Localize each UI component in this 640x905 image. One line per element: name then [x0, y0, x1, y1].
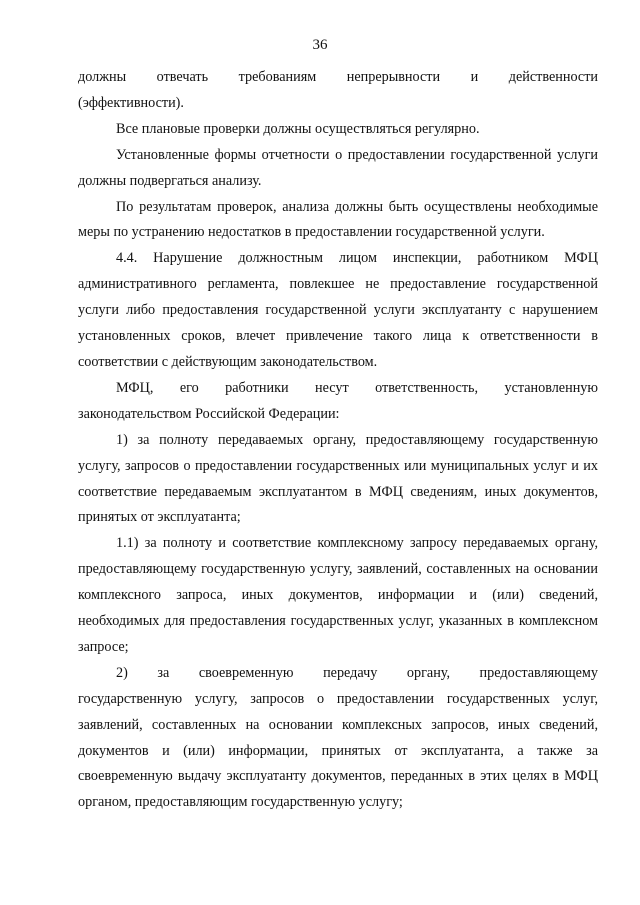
paragraph-continuation-end: (эффективности). — [78, 94, 184, 111]
list-item-2-rest: государственную услугу, запросов о предоставлении государственных услуг, заявлений, составленных на основании комплексных запросов, иных сведений, документов и (или) информации, принятых от эксплуатанта, а также за своевременную выдачу эксплуатанту документов, переданных в этих целях в МФЦ органом, предоставляющим государственную услугу; — [78, 690, 598, 811]
page-number: 36 — [312, 37, 328, 53]
document-body — [78, 65, 598, 816]
paragraph-reporting-forms: Установленные формы отчетности о предоставлении государственной услуги должны подвергаться анализу. — [78, 146, 598, 189]
list-item-1: 1) за полноту передаваемых органу, предоставляющему государственную услугу, запросов о предоставлении государственных или муниципальных услуг и их соответствие передаваемым эксплуатантом в МФЦ сведениям, иных документов, принятых от эксплуатанта; — [78, 431, 598, 526]
paragraph-section-4-4: 4.4. Нарушение должностным лицом инспекции, работником МФЦ административного регламента, повлекшее не предоставление государственной услуги либо предоставления государственной услуги эксплуатанту с нарушением установленных сроков, влечет привлечение такого лица к ответственности в соответствии с действующим законодательством. — [78, 250, 598, 370]
paragraph-planned-inspections: Все плановые проверки должны осуществляться регулярно. — [116, 120, 480, 137]
paragraph-continuation-line: должны отвечать требованиям непрерывности и действенности — [78, 69, 598, 85]
paragraph-inspection-results: По результатам проверок, анализа должны быть осуществлены необходимые меры по устранению недостатков в предоставлении государственной услуги. — [78, 198, 598, 241]
paragraph-mfc-responsibility-line: МФЦ, его работники несут ответственность, установленную — [116, 379, 598, 396]
list-item-1-1: 1.1) за полноту и соответствие комплексному запросу передаваемых органу, предоставляющему государственную услугу, заявлений, составленных на основании комплексного запроса, иных документов, информации и (или) сведений, необходимых для предоставления государственных услуг, указанных в комплексном запросе; — [78, 535, 598, 655]
list-item-2-first-line: 2) за своевременную передачу органу, предоставляющему — [116, 664, 598, 681]
paragraph-mfc-responsibility-end: законодательством Российской Федерации: — [78, 405, 340, 422]
